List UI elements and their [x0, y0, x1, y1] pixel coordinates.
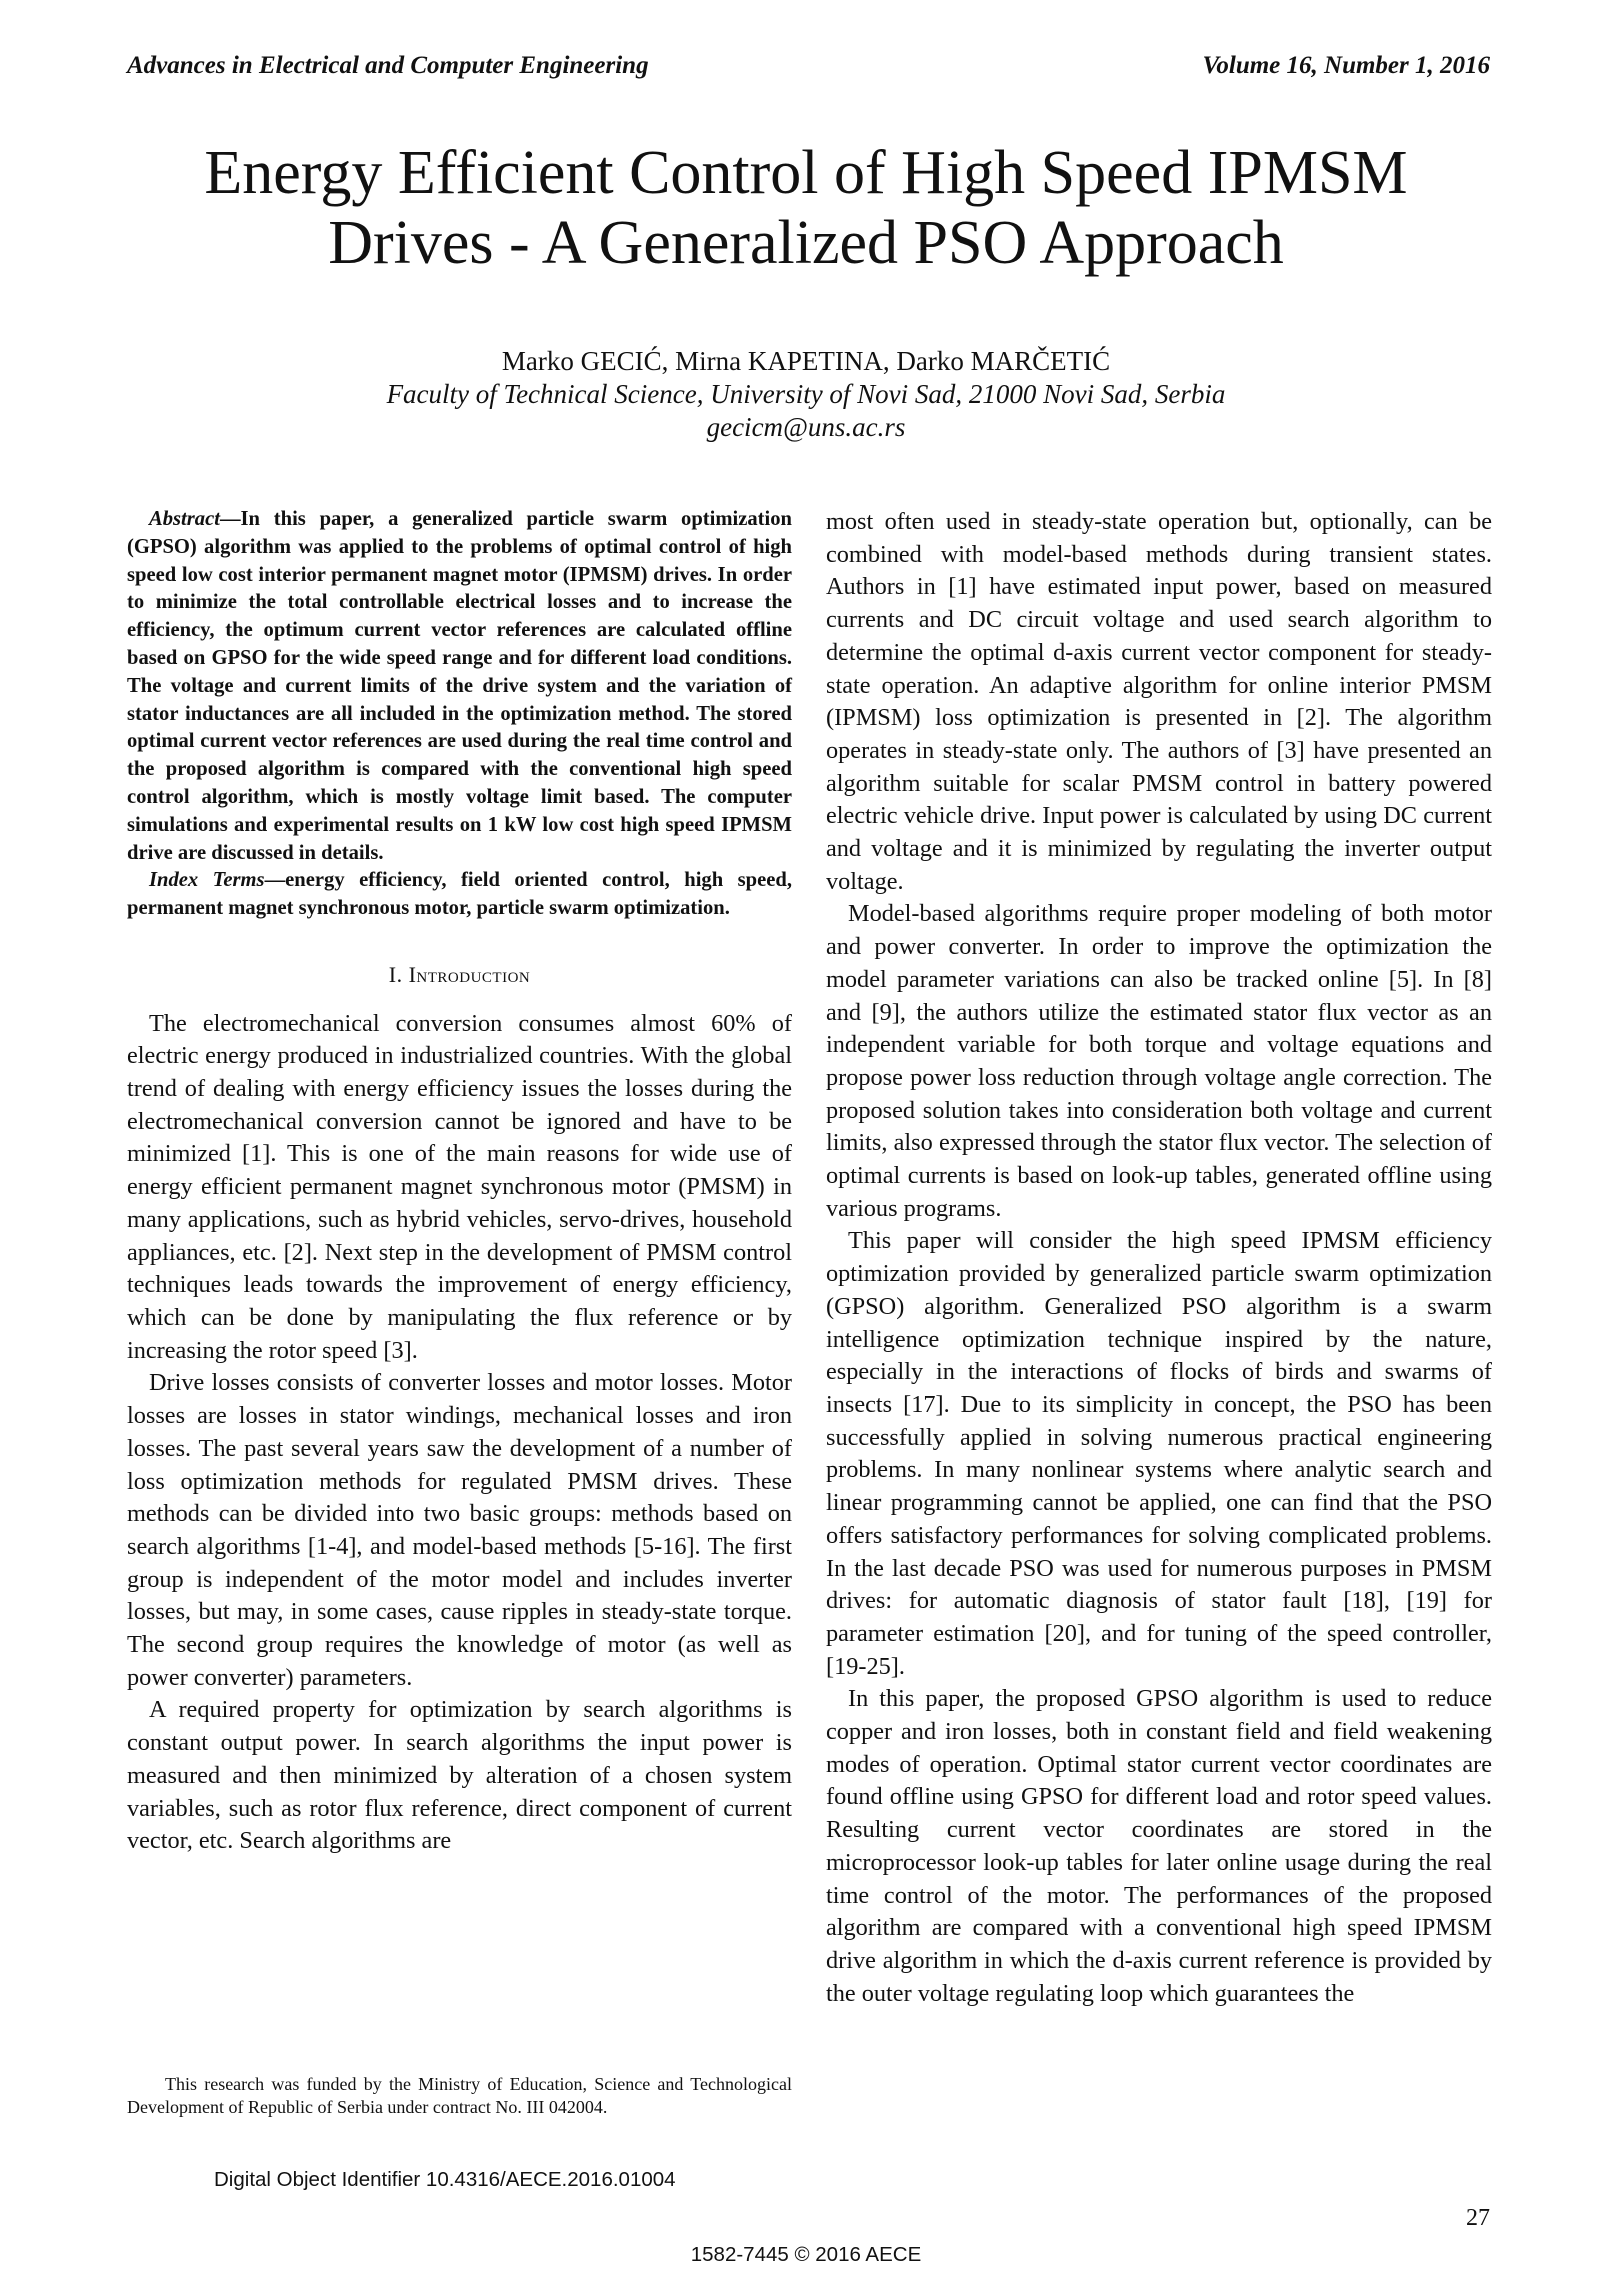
title-line-1: Energy Efficient Control of High Speed IPMSM [204, 139, 1408, 207]
body-paragraph: This paper will consider the high speed IPMSM efficiency optimization provided by generalized particle swarm optimization (GPSO) algorithm. Generalized PSO algorithm is a swarm intelligence optimization technique inspired by the nature, especially in the interactions of flocks of birds and swarms of insects [17]. Due to its simplicity in concept, the PSO has been successfully applied in solving numerous practical engineering problems. In many nonlinear systems where analytic search and linear programming cannot be applied, one can find that the PSO offers satisfactory performances for solving complicated problems. In the last decade PSO was used for numerous purposes in PMSM drives: for automatic diagnosis of stator fault [18], [19] for parameter estimation [20], and for tuning of the speed controller, [19-25]. [826, 1227, 1492, 1680]
body-paragraph: The electromechanical conversion consumes almost 60% of electric energy produced in industrialized countries. With the global trend of dealing with energy efficiency issues the losses during the electromechanical conversion cannot be ignored and have to be minimized [1]. This is one of the main reasons for wide use of energy efficient permanent magnet synchronous motor (PMSM) in many applications, such as hybrid vehicles, servo-drives, household appliances, etc. [2]. Next step in the development of PMSM control techniques leads towards the improvement of energy efficiency, which can be done by manipulating the flux reference or by increasing the rotor speed [3]. [127, 1009, 792, 1364]
body-paragraph: Model-based algorithms require proper modeling of both motor and power converter. In order to improve the optimization the model parameter variations can also be tracked online [5]. In [8] and [9], the authors utilize the estimated stator flux vector as an independent variable for both torque and voltage equations and propose power loss reduction through voltage angle correction. The proposed solution takes into consideration both voltage and current limits, also expressed through the stator flux vector. The selection of optimal currents is based on look-up tables, generated offline using various programs. [826, 900, 1492, 1222]
index-terms [127, 867, 792, 923]
paper-title [0, 138, 1612, 278]
author-names: Marko GECIĆ, Mirna KAPETINA, Darko MARČETIĆ [501, 346, 1111, 376]
journal-name: Advances in Electrical and Computer Engineering [127, 52, 649, 79]
right-column [826, 506, 1492, 2010]
title-line-2: Drives - A Generalized PSO Approach [328, 209, 1284, 277]
issn-line: 1582-7445 © 2016 AECE [690, 2243, 922, 2266]
body-paragraph: Drive losses consists of converter losses and motor losses. Motor losses are losses in stator windings, mechanical losses and iron losses. The past several years saw the development of a number of loss optimization methods for regulated PMSM drives. These methods can be divided into two basic groups: methods based on search algorithms [1-4], and model-based methods [5-16]. The first group is independent of the motor model and includes inverter losses, but may, in some cases, cause ripples in steady-state torque. The second group requires the knowledge of motor (as well as power converter) parameters. [127, 1369, 792, 1691]
abstract-label: Abstract [149, 508, 220, 530]
left-column [127, 506, 792, 1858]
body-paragraph: In this paper, the proposed GPSO algorithm is used to reduce copper and iron losses, both in constant field and field weakening modes of operation. Optimal stator current vector coordinates are found offline using GPSO for different load and rotor speed values. Resulting current vector coordinates are stored in the microprocessor look-up tables for later online usage during the real time control of the motor. The performances of the proposed algorithm are compared with a conventional high speed IPMSM drive algorithm in which the d-axis current reference is provided by the outer voltage regulating loop which guarantees the [826, 1685, 1492, 2007]
body-paragraph: A required property for optimization by search algorithms is constant output power. In search algorithms the input power is measured and then minimized by alteration of a chosen system variables, such as rotor flux reference, direct component of current vector, etc. Search algorithms are [127, 1696, 792, 1855]
index-terms-label: Index Terms [149, 869, 265, 892]
abstract-text: —In this paper, a generalized particle swarm optimization (GPSO) algorithm was applied to the problems of optimal control of high speed low cost interior permanent magnet motor (IPMSM) drives. In order to minimize the total controllable electrical losses and to increase the efficiency, the optimum current vector references are calculated offline based on GPSO for the wide speed range and for different load conditions. The voltage and current limits of the drive system and the variation of stator inductances are all included in the optimization method. The stored optimal current vector references are used during the real time control and the proposed algorithm is compared with the conventional high speed control algorithm, which is mostly voltage limit based. The computer simulations and experimental results on 1 kW low cost high speed IPMSM drive are discussed in details. [127, 508, 792, 864]
index-terms-text: —energy efficiency, field oriented control, high speed, permanent magnet synchronous motor, particle swarm optimization. [127, 869, 792, 920]
page-number: 27 [1466, 2205, 1490, 2231]
volume-info: Volume 16, Number 1, 2016 [1202, 52, 1490, 79]
author-email: gecicm@uns.ac.rs [706, 412, 906, 442]
author-block [0, 345, 1612, 444]
body-paragraph: most often used in steady-state operation but, optionally, can be combined with model-based methods during transient states. Authors in [1] have estimated input power, based on measured currents and DC circuit voltage and used search algorithm to determine the optimal d-axis current vector component for steady-state operation. An adaptive algorithm for online interior PMSM (IPMSM) loss optimization is presented in [2]. The algorithm operates in steady-state only. The authors of [3] have presented an algorithm suitable for scalar PMSM control in battery powered electric vehicle drive. Input power is calculated by using DC current and voltage and it is minimized by regulating the inverter output voltage. [826, 508, 1492, 895]
funding-footnote: This research was funded by the Ministry of Education, Science and Technological Development of Republic of Serbia under contract No. III 042004. [127, 2074, 792, 2117]
section-heading-introduction: I. Introduction [388, 961, 531, 987]
doi-line: Digital Object Identifier 10.4316/AECE.2016.01004 [214, 2168, 676, 2191]
abstract [127, 506, 792, 867]
author-affiliation: Faculty of Technical Science, University of Novi Sad, 21000 Novi Sad, Serbia [386, 379, 1226, 409]
